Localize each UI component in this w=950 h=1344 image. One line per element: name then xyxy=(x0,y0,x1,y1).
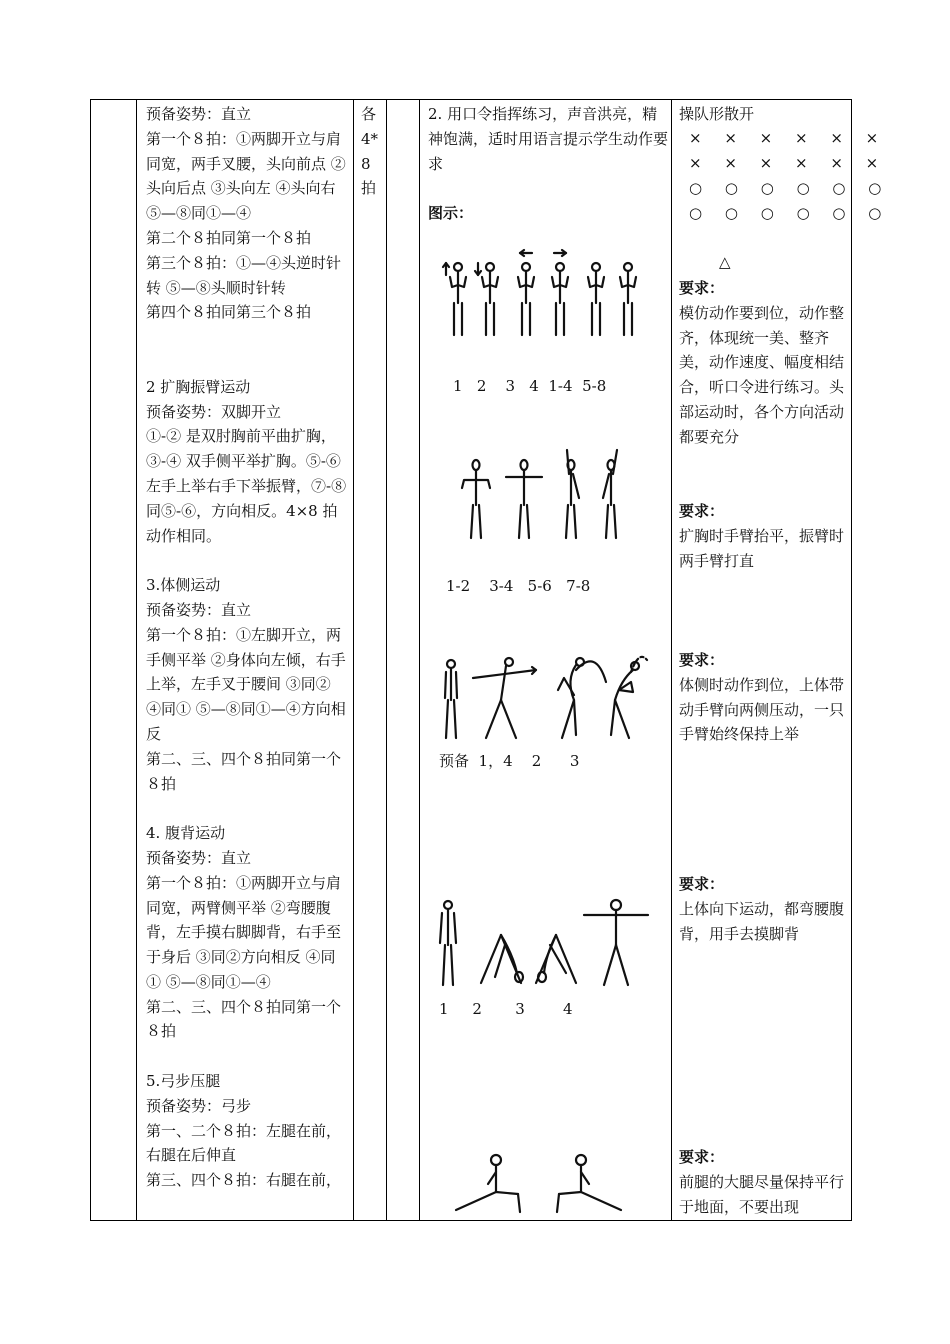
count-line: 拍 xyxy=(361,179,377,198)
requirement-block xyxy=(679,276,847,450)
figure-labels: 1 2 3 4 xyxy=(439,1000,573,1018)
lunge-exercise-figure xyxy=(451,1150,631,1220)
requirement-text: 扩胸时手臂抬平，振臂时两手臂打直 xyxy=(679,526,845,570)
chest-exercise-figure xyxy=(451,450,641,545)
column-divider xyxy=(419,100,420,1220)
method-intro: 2. 用口令指挥练习，声音洪亮，精神饱满，适时用语言提示学生动作要求 xyxy=(428,105,669,173)
organization-column xyxy=(679,102,847,127)
formation-title: 操队形散开 xyxy=(679,105,755,123)
requirement-block xyxy=(679,872,847,946)
diagram-title: 图示： xyxy=(428,204,474,223)
section-title: 2 扩胸振臂运动 xyxy=(146,377,251,396)
content-line: 第一、二个８拍：左腿在前，右腿在后伸直 xyxy=(146,1121,342,1165)
content-line: 第一个８拍：①左脚开立，两手侧平举 ②身体向左倾，右手上举，左手叉于腰间 ③同② ④同① ⑤—⑧同①—④方向相反 xyxy=(146,625,346,743)
requirement-title: 要求： xyxy=(679,502,725,520)
student-row: × × × × × × xyxy=(689,129,888,147)
content-line: 第二、三、四个８拍同第一个８拍 xyxy=(146,997,342,1041)
requirement-block xyxy=(679,499,847,573)
requirement-text: 上体向下运动，都弯腰腹背，用手去摸脚背 xyxy=(679,899,845,943)
method-column xyxy=(428,102,668,226)
requirement-text: 模仿动作要到位，动作整齐，体现统一美、整齐美，动作速度、幅度相结合，听口令进行练习。头部运动时，各个方向活动都要充分 xyxy=(679,303,845,446)
content-line: 第三个８拍：①—④头逆时针转 ⑤—⑧头顺时针转 xyxy=(146,253,342,297)
count-column xyxy=(361,102,385,201)
requirement-text: 前腿的大腿尽量保持平行于地面，不要出现 xyxy=(679,1172,845,1216)
student-row: × × × × × × xyxy=(689,154,888,172)
content-line: 第一个８拍：①两脚开立与肩同宽，两手叉腰，头向前点 ②头向后点 ③头向左 ④头向右 ⑤—⑧同①—④ xyxy=(146,129,346,223)
teacher-marker: △ xyxy=(719,253,740,271)
requirement-text: 体侧时动作到位，上体带动手臂向两侧压动，一只手臂始终保持上举 xyxy=(679,675,845,744)
figure-labels: 预备 1，4 2 3 xyxy=(439,752,580,770)
content-column xyxy=(146,102,348,1193)
content-line: 预备姿势：直立 xyxy=(146,105,252,123)
column-divider xyxy=(671,100,672,1220)
count-line: 4* xyxy=(361,129,379,148)
content-line: 预备姿势：直立 xyxy=(146,848,252,867)
column-divider xyxy=(353,100,354,1220)
content-line: 预备姿势：双脚开立 xyxy=(146,402,282,421)
lesson-plan-table xyxy=(90,99,891,1221)
requirement-block xyxy=(679,1145,847,1219)
requirement-title: 要求： xyxy=(679,1148,725,1166)
requirement-title: 要求： xyxy=(679,279,725,297)
figure-labels: 1-2 3-4 5-6 7-8 xyxy=(446,577,591,595)
column-divider xyxy=(136,100,137,1220)
student-row: ○ ○ ○ ○ ○ ○ xyxy=(689,179,891,197)
column-divider xyxy=(386,100,387,1220)
count-line: 8 xyxy=(361,154,371,173)
content-line: 第二个８拍同第一个８拍 xyxy=(146,228,312,247)
count-line: 各 xyxy=(361,105,377,123)
content-line: 预备姿势：弓步 xyxy=(146,1096,252,1115)
content-line: 第三、四个８拍：右腿在前， xyxy=(146,1171,342,1190)
abdominal-exercise-figure xyxy=(436,895,656,995)
content-line: 预备姿势：直立 xyxy=(146,600,252,619)
requirement-title: 要求： xyxy=(679,651,725,669)
side-bend-figure xyxy=(436,650,646,745)
content-line: 第一个８拍：①两脚开立与肩同宽，两臂侧平举 ②弯腰腹背，左手摸右脚脚背，右手至于身后 ③同②方向相反 ④同① ⑤—⑧同①—④ xyxy=(146,873,342,991)
content-line: ①-② 是双肘胸前平曲扩胸，③-④ 双手侧平举扩胸。⑤-⑥ 左手上举右手下举振臂，⑦-⑧ 同⑤-⑥，方向相反。4×8 拍动作相同。 xyxy=(146,427,347,545)
requirement-title: 要求： xyxy=(679,875,725,893)
section-title: 5.弓步压腿 xyxy=(146,1072,221,1091)
figure-labels: 1 2 3 4 1-4 5-8 xyxy=(453,377,607,395)
section-title: 4. 腹背运动 xyxy=(146,824,226,843)
student-row: ○ ○ ○ ○ ○ ○ xyxy=(689,204,891,222)
head-exercise-figure xyxy=(436,245,646,345)
content-line: 第二、三、四个８拍同第一个８拍 xyxy=(146,749,342,793)
requirement-block xyxy=(679,648,847,747)
section-title: 3.体侧运动 xyxy=(146,576,221,595)
content-line: 第四个８拍同第三个８拍 xyxy=(146,303,312,322)
